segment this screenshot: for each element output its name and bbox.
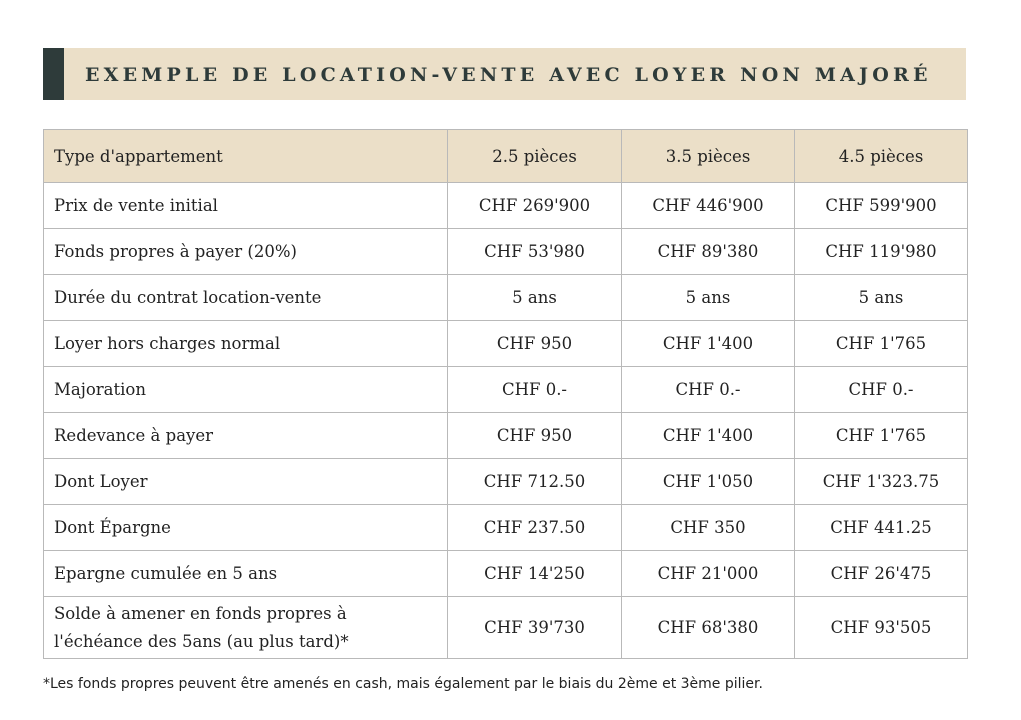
cell-value: CHF 93'505 [795,597,968,659]
cell-value: CHF 0.- [448,367,622,413]
cell-value: CHF 446'900 [622,183,795,229]
row-label: Dont Loyer [44,459,448,505]
cell-value: CHF 14'250 [448,551,622,597]
row-label: Redevance à payer [44,413,448,459]
cell-value: CHF 26'475 [795,551,968,597]
table-row [44,275,968,321]
cell-value: 5 ans [795,275,968,321]
table-row [44,597,968,659]
cell-value: CHF 0.- [622,367,795,413]
cell-value: CHF 599'900 [795,183,968,229]
cell-value: CHF 1'050 [622,459,795,505]
table-row [44,505,968,551]
row-label-line: Solde à amener en fonds propres à [54,603,347,623]
cell-value: CHF 21'000 [622,551,795,597]
table-row [44,229,968,275]
table-header-row [44,130,968,183]
column-header-type: Type d'appartement [44,130,448,183]
cell-value: CHF 712.50 [448,459,622,505]
cell-value: 5 ans [622,275,795,321]
table-row [44,321,968,367]
cell-value: CHF 237.50 [448,505,622,551]
cell-value: CHF 119'980 [795,229,968,275]
cell-value: CHF 950 [448,413,622,459]
footnote: *Les fonds propres peuvent être amenés en cash, mais également par le biais du 2ème et 3ème pilier. [43,676,763,692]
cell-value: CHF 39'730 [448,597,622,659]
row-label-line: l'échéance des 5ans (au plus tard)* [54,631,349,651]
row-label: Dont Épargne [44,505,448,551]
rent-to-own-table [43,129,968,659]
cell-value: CHF 1'400 [622,413,795,459]
table-row [44,459,968,505]
cell-value: CHF 1'400 [622,321,795,367]
cell-value: CHF 441.25 [795,505,968,551]
cell-value: CHF 1'323.75 [795,459,968,505]
column-header-3-5: 3.5 pièces [622,130,795,183]
cell-value: CHF 0.- [795,367,968,413]
row-label: Epargne cumulée en 5 ans [44,551,448,597]
table-row [44,413,968,459]
row-label: Majoration [44,367,448,413]
column-header-4-5: 4.5 pièces [795,130,968,183]
row-label: Durée du contrat location-vente [44,275,448,321]
cell-value: CHF 350 [622,505,795,551]
cell-value: CHF 53'980 [448,229,622,275]
table-row [44,183,968,229]
cell-value: CHF 89'380 [622,229,795,275]
row-label: Loyer hors charges normal [44,321,448,367]
cell-value: CHF 1'765 [795,413,968,459]
column-header-2-5: 2.5 pièces [448,130,622,183]
table-row [44,367,968,413]
row-label [44,597,448,659]
table-row [44,551,968,597]
page-title: EXEMPLE DE LOCATION-VENTE AVEC LOYER NON MAJORÉ [85,64,932,86]
cell-value: CHF 269'900 [448,183,622,229]
cell-value: CHF 950 [448,321,622,367]
cell-value: 5 ans [448,275,622,321]
row-label: Prix de vente initial [44,183,448,229]
cell-value: CHF 68'380 [622,597,795,659]
cell-value: CHF 1'765 [795,321,968,367]
title-bar [43,48,966,100]
row-label: Fonds propres à payer (20%) [44,229,448,275]
title-accent-block [43,48,64,100]
